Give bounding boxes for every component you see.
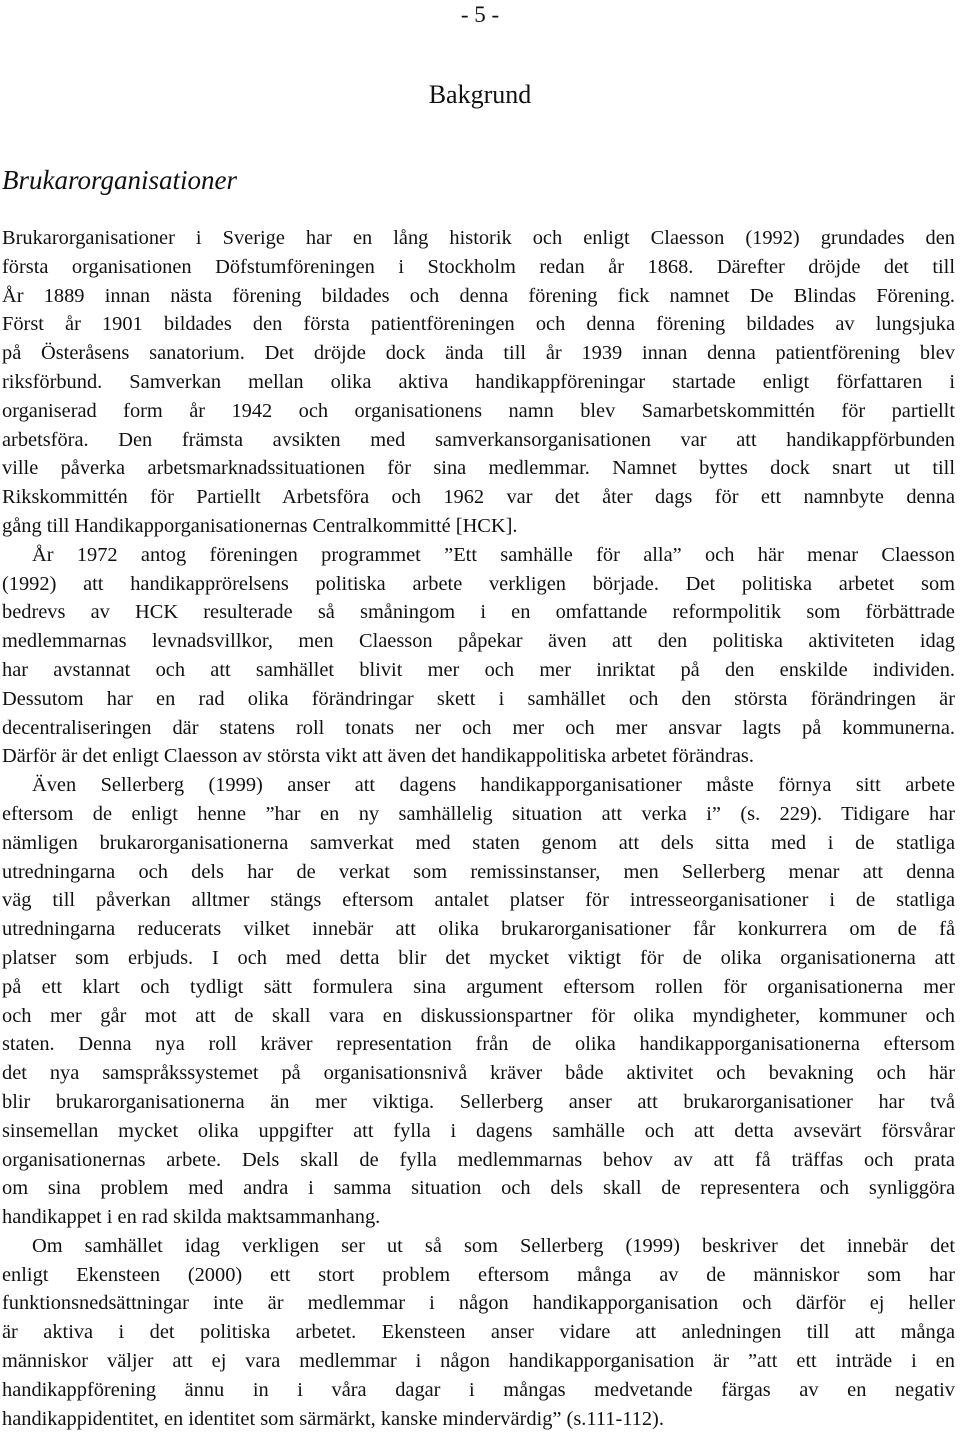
text-line: och mer går mot att de skall vara en diskussionspartner för olika myndigheter, kommuner och bbox=[2, 1004, 955, 1027]
text-line: arbetsföra. Den främsta avsikten med samverkansorganisationen var att handikappförbunden bbox=[2, 428, 955, 451]
text-line: (1992) att handikapprörelsens politiska arbete verkligen började. Det politiska arbetet som bbox=[2, 572, 955, 595]
text-line: första organisationen Döfstumföreningen i Stockholm redan år 1868. Därefter dröjde det till bbox=[2, 255, 955, 278]
text-line: om sina problem med andra i samma situation och dels skall de representera och synliggöra bbox=[2, 1177, 955, 1200]
text-line: medlemmarnas levnadsvillkor, men Claesson påpekar även att den politiska aktiviteten idag bbox=[2, 630, 955, 653]
text-line: Brukarorganisationer i Sverige har en lång historik och enligt Claesson (1992) grundades den bbox=[2, 227, 955, 249]
text-line: platser som erbjuds. I och med detta blir det mycket viktigt för de olika organisationerna att bbox=[2, 946, 955, 969]
section-title: Bakgrund bbox=[428, 80, 532, 109]
text-line: organiserad form år 1942 och organisationens namn blev Samarbetskommittén för partiellt bbox=[2, 399, 955, 422]
text-line: handikappförening ännu in i våra dagar i mångas medvetande färgas av en negativ bbox=[2, 1378, 955, 1401]
text-line: staten. Denna nya roll kräver representation från de olika handikapporganisationerna eftersom bbox=[2, 1033, 955, 1056]
body-text bbox=[2, 224, 955, 1433]
text-line: funktionsnedsättningar inte är medlemmar i någon handikapporganisation och därför ej heller bbox=[2, 1292, 955, 1315]
text-line: Även Sellerberg (1999) anser att dagens handikapporganisationer måste förnya sitt arbete bbox=[32, 774, 955, 797]
text-line: på Österåsens sanatorium. Det dröjde dock ända till år 1939 innan denna patientförening blev bbox=[2, 342, 955, 365]
text-line: det nya samspråkssystemet på organisationsnivå kräver både aktivitet och bevakning och här bbox=[2, 1062, 955, 1085]
text-line: organisationernas arbete. Dels skall de fylla medlemmarnas behov av att få träffas och prata bbox=[2, 1148, 955, 1171]
text-line: har avstannat och att samhället blivit mer och mer inriktat på den enskilde individen. bbox=[2, 658, 955, 681]
text-line: År 1972 antog föreningen programmet ”Ett samhälle för alla” och här menar Claesson bbox=[32, 543, 955, 566]
text-line: decentraliseringen där statens roll tonats ner och mer och mer ansvar lagts på kommunerna. bbox=[2, 716, 955, 739]
text-line: handikappet i en rad skilda maktsammanhang. bbox=[2, 1206, 381, 1229]
text-line: människor väljer att ej vara medlemmar i någon handikapporganisation är ”att ett inträde i en bbox=[2, 1350, 955, 1373]
text-line: på ett klart och tydligt sätt formulera sina argument eftersom rollen för organisationerna mer bbox=[2, 975, 955, 998]
text-line: gång till Handikapporganisationernas Centralkommitté [HCK]. bbox=[2, 514, 518, 537]
text-line: Om samhället idag verkligen ser ut så som Sellerberg (1999) beskriver det innebär det bbox=[32, 1234, 955, 1257]
text-line: blir brukarorganisationerna än mer viktiga. Sellerberg anser att brukarorganisationer har två bbox=[2, 1090, 955, 1113]
text-line: enligt Ekensteen (2000) ett stort problem eftersom många av de människor som har bbox=[2, 1263, 955, 1286]
text-line: ville påverka arbetsmarknadssituationen för sina medlemmar. Namnet byttes dock snart ut till bbox=[2, 457, 955, 480]
text-line: eftersom de enligt henne ”har en ny samhällelig situation att verka i” (s. 229). Tidigare har bbox=[2, 802, 955, 825]
text-line: handikappidentitet, en identitet som särmärkt, kanske mindervärdig” (s.111-112). bbox=[2, 1407, 664, 1430]
text-line: Först år 1901 bildades den första patientföreningen och denna förening bildades av lungsjuka bbox=[2, 313, 955, 336]
text-line: bedrevs av HCK resulterade så småningom i en omfattande reformpolitik som förbättrade bbox=[2, 601, 955, 624]
text-line: År 1889 innan nästa förening bildades och denna förening fick namnet De Blindas Förening. bbox=[2, 284, 955, 307]
text-line: Därför är det enligt Claesson av största vikt att även det handikappolitiska arbetet förändras. bbox=[2, 745, 754, 768]
page-number: - 5 - bbox=[460, 2, 500, 27]
subsection-title: Brukarorganisationer bbox=[2, 165, 237, 195]
text-line: sinsemellan mycket olika uppgifter att fylla i dagens samhälle och att detta avsevärt försvårar bbox=[2, 1119, 955, 1142]
text-line: riksförbund. Samverkan mellan olika aktiva handikappföreningar startade enligt författaren i bbox=[2, 370, 955, 393]
text-line: utredningarna och dels har de verkat som remissinstanser, men Sellerberg menar att denna bbox=[2, 860, 955, 883]
text-line: är aktiva i det politiska arbetet. Ekensteen anser vidare att anledningen till att många bbox=[2, 1321, 955, 1344]
text-line: nämligen brukarorganisationerna samverkat med staten genom att dels sitta med i de statliga bbox=[2, 831, 955, 854]
text-line: utredningarna reducerats vilket innebär att olika brukarorganisationer får konkurrera om de få bbox=[2, 918, 955, 941]
text-line: Dessutom har en rad olika förändringar skett i samhället och den största förändringen är bbox=[2, 687, 955, 710]
text-line: Rikskommittén för Partiellt Arbetsföra och 1962 var det åter dags för ett namnbyte denna bbox=[2, 486, 955, 509]
text-line: väg till påverkan alltmer stängs eftersom antalet platser för intresseorganisationer i de statliga bbox=[2, 889, 955, 912]
